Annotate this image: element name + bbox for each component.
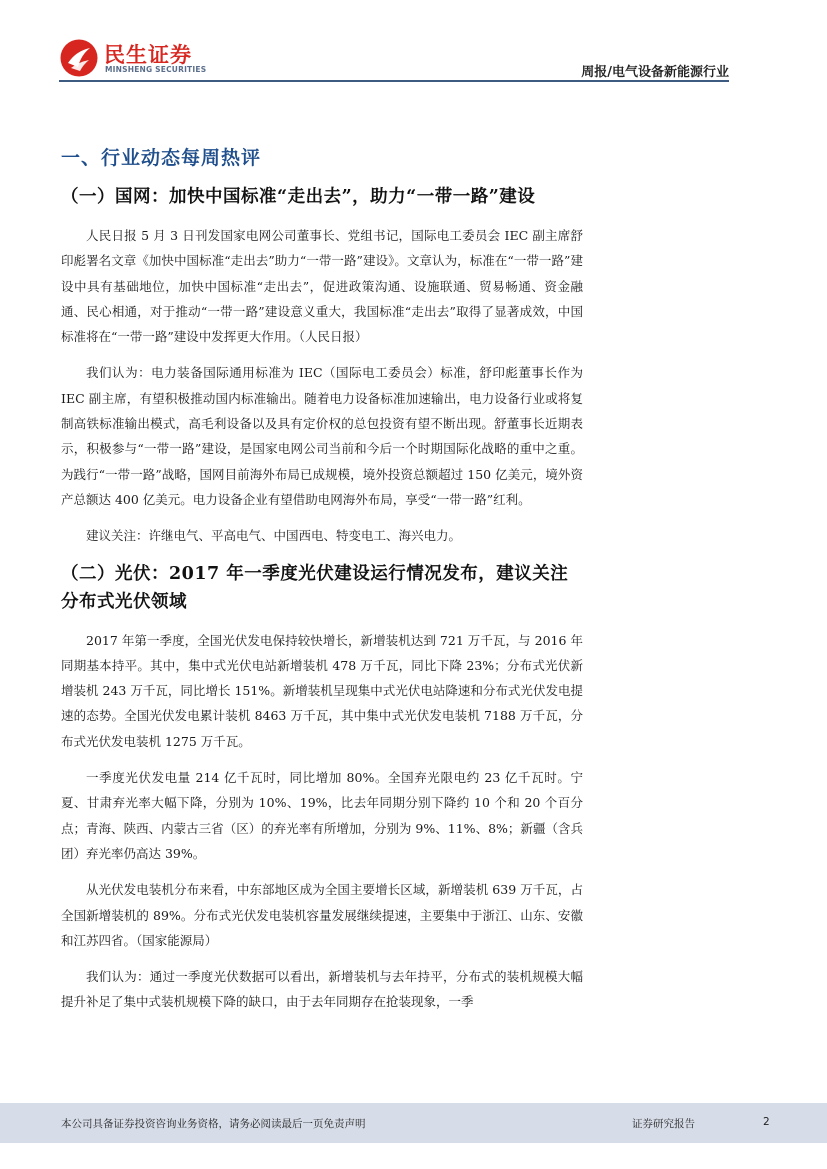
paragraph: 建议关注：许继电气、平高电气、中国西电、特变电工、海兴电力。 [86,528,462,544]
report-type: 证券研究报告 [632,1118,695,1130]
page-footer [0,1103,827,1143]
header-divider [59,80,729,82]
report-category: 周报/电气设备新能源行业 [581,65,729,80]
paragraph: 我们认为：通过一季度光伏数据可以看出，新增装机与去年持平，分布式的装机规模大幅提升补足了集中式装机规模下降的缺口，由于去年同期存在抢装现象，一季 [61,969,583,1010]
disclaimer-text: 本公司具备证券投资咨询业务资格，请务必阅读最后一页免责声明 [61,1118,366,1130]
subsection-heading-grid: （一）国网：加快中国标准“走出去”，助力“一带一路”建设 [61,187,536,207]
logo-english-name: MINSHENG SECURITIES [105,65,207,74]
section-heading: 一、行业动态每周热评 [61,147,262,169]
page-number: 2 [763,1116,770,1128]
paragraph: 一季度光伏发电量 214 亿千瓦时，同比增加 80%。全国弃光限电约 23 亿千瓦时。宁夏、甘肃弃光率大幅下降，分别为 10%、19%，比去年同期分别下降约 10 个和 20 个百分点；青海、陕西、内蒙古三省（区）的弃光率有所增加，分别为 9%、11%、8%；新疆（含兵团）弃光率仍高达 39%。 [61,770,583,861]
paragraph: 我们认为：电力装备国际通用标准为 IEC（国际电工委员会）标准，舒印彪董事长作为 IEC 副主席，有望积极推动国内标准输出。随着电力设备标准加速输出，电力设备行业或将复制高铁标准输出模式，高毛利设备以及具有定价权的总包投资有望不断出现。舒董事长近期表示，积极参与“一带一路”建设，是国家电网公司当前和今后一个时期国际化战略的重中之重。为践行“一带一路”战略，国网目前海外布局已成规模，境外投资总额超过 150 亿美元，境外资产总额达 400 亿美元。电力设备企业有望借助电网海外布局，享受“一带一路”红利。 [61,365,583,507]
paragraph: 2017 年第一季度，全国光伏发电保持较快增长，新增装机达到 721 万千瓦，与 2016 年同期基本持平。其中，集中式光伏电站新增装机 478 万千瓦，同比下降 23%；分布式光伏新增装机 243 万千瓦，同比增长 151%。新增装机呈现集中式光伏电站降速和分布式光伏发电提速的态势。全国光伏发电累计装机 8463 万千瓦，其中集中式光伏发电装机 7188 万千瓦，分布式光伏发电装机 1275 万千瓦。 [61,632,583,749]
subsection-heading-pv: （二）光伏：2017 年一季度光伏建设运行情况发布，建议关注分布式光伏领域 [61,563,569,612]
paragraph: 从光伏发电装机分布来看，中东部地区成为全国主要增长区域，新增装机 639 万千瓦，占全国新增装机的 89%。分布式光伏发电装机容量发展继续提速，主要集中于浙江、山东、安徽和江苏四省。（国家能源局） [61,882,583,948]
paragraph: 人民日报 5 月 3 日刊发国家电网公司董事长、党组书记，国际电工委员会 IEC 副主席舒印彪署名文章《加快中国标准“走出去”助力“一带一路”建设》。文章认为，标准在“一带一路”建设中具有基础地位，加快中国标准“走出去”，促进政策沟通、设施联通、贸易畅通、资金融通、民心相通，对于推动“一带一路”建设意义重大，我国标准“走出去”取得了显著成效，中国标准将在“一带一路”建设中发挥更大作用。（人民日报） [61,228,583,345]
report-body [61,143,583,1026]
page-header [0,0,827,90]
minsheng-logo-icon [59,38,99,78]
logo-chinese-name: 民生证券 [104,43,192,67]
company-logo [59,38,229,80]
